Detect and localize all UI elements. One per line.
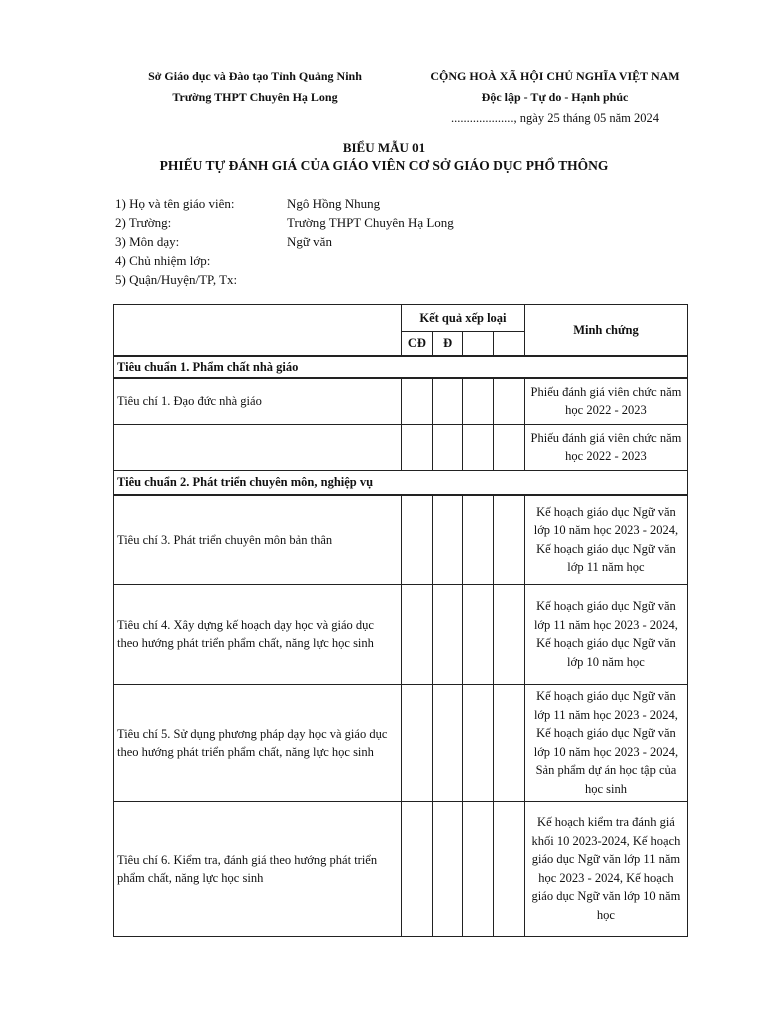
grade-cell[interactable] [402,495,433,584]
criterion-cell: Tiêu chí 4. Xây dựng kế hoạch dạy học và giáo dục theo hướng phát triển phẩm chất, năng lực học sinh [114,584,402,684]
standard-row [114,470,688,495]
place-date: ...................., ngày 25 tháng 05 năm 2024 [451,111,659,125]
info-label: 3) Môn dạy: [115,234,180,249]
table-row [114,684,688,801]
national-heading [410,66,700,129]
criterion-header-cell [114,305,402,357]
info-label: 1) Họ và tên giáo viên: [115,196,235,211]
result-header: Kết quả xếp loại [402,305,525,332]
form-code: BIỂU MẪU 01 [342,140,426,155]
table-header-row [114,305,688,332]
criterion-cell [114,424,402,470]
evidence-cell: Kế hoạch giáo dục Ngữ văn lớp 11 năm học 2023 - 2024, Kế hoạch giáo dục Ngữ văn lớp 10 năm học 2023 - 2024, Sản phẩm dự án học tập của học sinh [524,684,687,801]
grade-col-3 [463,332,494,357]
evidence-header: Minh chứng [524,305,687,357]
form-title: PHIẾU TỰ ĐÁNH GIÁ CỦA GIÁO VIÊN CƠ SỞ GIÁO DỤC PHỔ THÔNG [159,158,609,173]
info-value: Trường THPT Chuyên Hạ Long [287,215,454,230]
grade-cell[interactable] [432,378,463,424]
grade-cell[interactable] [402,378,433,424]
info-value: Ngữ văn [287,234,332,249]
info-value: Ngô Hồng Nhung [287,196,381,211]
grade-cell[interactable] [463,495,494,584]
evaluation-table [113,304,688,937]
grade-cell[interactable] [432,801,463,936]
grade-cell[interactable] [402,684,433,801]
table-row [114,424,688,470]
grade-cell[interactable] [402,424,433,470]
grade-cell[interactable] [402,801,433,936]
grade-cell[interactable] [494,684,525,801]
evidence-cell: Kế hoạch giáo dục Ngữ văn lớp 10 năm học 2023 - 2024, Kế hoạch giáo dục Ngữ văn lớp 11 năm học [524,495,687,584]
grade-cell[interactable] [463,378,494,424]
grade-cell[interactable] [463,424,494,470]
standard-row [114,356,688,378]
grade-cell[interactable] [432,495,463,584]
evidence-cell: Kế hoạch giáo dục Ngữ văn lớp 11 năm học 2023 - 2024, Kế hoạch giáo dục Ngữ văn lớp 10 năm học [524,584,687,684]
criterion-cell: Tiêu chí 1. Đạo đức nhà giáo [114,378,402,424]
grade-cell[interactable] [432,584,463,684]
agency-name: Sở Giáo dục và Đào tạo Tỉnh Quảng Ninh [148,69,362,83]
grade-cell[interactable] [463,684,494,801]
grade-col-4 [494,332,525,357]
grade-cell[interactable] [463,584,494,684]
table-row [114,584,688,684]
issuing-authority [110,66,400,108]
standard-title: Tiêu chuẩn 1. Phẩm chất nhà giáo [114,356,688,378]
grade-col-d: Đ [432,332,463,357]
info-label: 2) Trường: [115,215,172,230]
grade-cell[interactable] [402,584,433,684]
info-label: 5) Quận/Huyện/TP, Tx: [115,272,238,287]
table-row [114,801,688,936]
grade-cell[interactable] [432,684,463,801]
grade-cell[interactable] [494,584,525,684]
table-row [114,378,688,424]
evidence-cell: Kế hoạch kiểm tra đánh giá khối 10 2023-2024, Kế hoạch giáo dục Ngữ văn lớp 11 năm học 2023 - 2024, Kế hoạch giáo dục Ngữ văn lớp 10 năm học [524,801,687,936]
criterion-cell: Tiêu chí 6. Kiểm tra, đánh giá theo hướng phát triển phẩm chất, năng lực học sinh [114,801,402,936]
criterion-cell: Tiêu chí 3. Phát triển chuyên môn bản thân [114,495,402,584]
grade-cell[interactable] [494,801,525,936]
standard-title: Tiêu chuẩn 2. Phát triển chuyên môn, nghiệp vụ [114,470,688,495]
grade-cell[interactable] [432,424,463,470]
grade-cell[interactable] [494,495,525,584]
evidence-cell: Phiếu đánh giá viên chức năm học 2022 - 2023 [524,424,687,470]
info-label: 4) Chủ nhiệm lớp: [115,253,211,268]
grade-col-cd: CĐ [402,332,433,357]
country-name: CỘNG HOÀ XÃ HỘI CHỦ NGHĨA VIỆT NAM [430,69,680,83]
table-row [114,495,688,584]
evidence-cell: Phiếu đánh giá viên chức năm học 2022 - 2023 [524,378,687,424]
grade-cell[interactable] [463,801,494,936]
criterion-cell: Tiêu chí 5. Sử dụng phương pháp dạy học và giáo dục theo hướng phát triển phẩm chất, năng lực học sinh [114,684,402,801]
national-motto: Độc lập - Tự do - Hạnh phúc [481,90,629,104]
school-name: Trường THPT Chuyên Hạ Long [172,90,338,104]
grade-cell[interactable] [494,424,525,470]
grade-cell[interactable] [494,378,525,424]
